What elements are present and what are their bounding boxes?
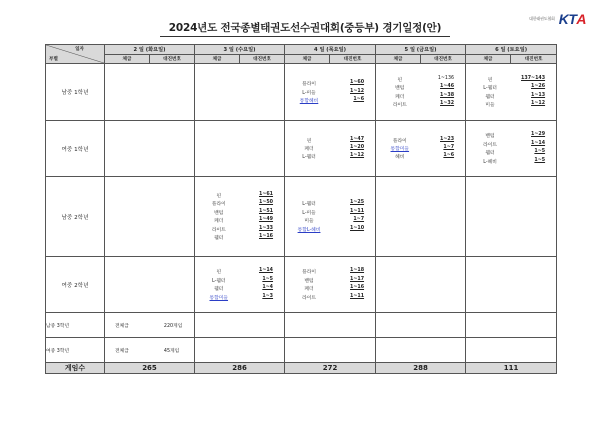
bracket-number: 1~136 [437, 75, 455, 81]
category-cell: 남중 2학년 [46, 177, 105, 257]
bracket-number: 1~5 [262, 276, 274, 282]
bracket-number: 1~7 [443, 145, 455, 150]
weight-class: 밴텀 [395, 86, 405, 92]
day-schedule-cell [285, 121, 376, 177]
weight-class: 핀 [216, 270, 222, 276]
day-schedule-cell [285, 177, 376, 257]
category-cell: 여중 3학년 [46, 338, 105, 363]
bracket-number: 1~25 [350, 200, 365, 206]
day-schedule-cell [376, 257, 466, 313]
day-header-row [46, 45, 557, 55]
sub-header-weight: 체급 [105, 55, 150, 64]
day-schedule-cell [466, 64, 557, 121]
weight-class: 라이트 [392, 103, 407, 109]
weight-class: 통합헤비 [299, 98, 319, 104]
sub-header-weight: 체급 [195, 55, 240, 64]
corner-division-label: 부별 [49, 57, 58, 62]
bracket-number: 1~12 [350, 153, 365, 159]
weight-class: L-웰터 [302, 202, 316, 208]
weight-bracket-list [469, 132, 553, 164]
total-games: 288 [376, 363, 466, 374]
bracket-number: 1~38 [440, 92, 455, 98]
weight-class: 플라이 [302, 82, 316, 88]
day-schedule-cell [285, 64, 376, 121]
schedule-row [46, 64, 557, 121]
day-schedule-cell [376, 121, 466, 177]
empty-cell [466, 338, 557, 363]
empty-cell [466, 313, 557, 338]
bracket-number: 1~11 [350, 293, 365, 299]
day-schedule-cell [195, 64, 285, 121]
day-header: 6 일 (토요일) [466, 45, 557, 55]
bracket-number: 1~50 [258, 200, 274, 206]
sub-header-bracket: 대진번호 [421, 55, 466, 64]
sub-header-row [46, 55, 557, 64]
empty-cell [376, 338, 466, 363]
weight-bracket-list [198, 192, 281, 241]
weight-class: 라이트 [302, 295, 316, 301]
weight-class: 핀 [397, 77, 403, 83]
all-weights-cell [105, 338, 195, 363]
bracket-number: 1~6 [353, 96, 365, 102]
day-schedule-cell [195, 121, 285, 177]
weight-class: 웰터 [214, 235, 224, 241]
weight-class: 플라이 [211, 202, 226, 208]
bracket-number: 1~5 [534, 149, 546, 155]
weight-class: 웰터 [214, 287, 224, 293]
all-weights-row [46, 338, 557, 363]
weight-class: 밴텀 [304, 278, 314, 284]
category-cell: 남중 1학년 [46, 64, 105, 121]
bracket-number: 1~33 [258, 225, 274, 231]
sub-header-weight: 체급 [466, 55, 511, 64]
weight-class: 밴텀 [485, 134, 495, 140]
kta-logo [529, 11, 586, 27]
bracket-number: 1~11 [350, 208, 365, 214]
empty-cell [285, 313, 376, 338]
day-header: 4 일 (목요일) [285, 45, 376, 55]
bracket-number: 1~13 [531, 92, 546, 98]
logo-org-name: 대한태권도협회 [529, 16, 555, 21]
day-header: 5 일 (금요일) [376, 45, 466, 55]
bracket-number: 1~6 [443, 153, 455, 159]
all-weights-label: 전체급 [115, 323, 129, 329]
day-header: 3 일 (수요일) [195, 45, 285, 55]
all-weights-label: 전체급 [115, 348, 129, 354]
bracket-number: 1~61 [258, 192, 274, 198]
weight-class: 페더 [395, 94, 405, 100]
all-weights-cell [105, 313, 195, 338]
day-header: 2 일 (화요일) [105, 45, 195, 55]
day-schedule-cell [376, 177, 466, 257]
weight-bracket-list [379, 76, 462, 108]
logo-mark [559, 11, 586, 27]
bracket-number: 1~14 [531, 140, 546, 146]
weight-class: L-웰터 [483, 86, 497, 92]
logo-mark-main: KT [558, 11, 577, 27]
weight-class: 밴텀 [214, 210, 224, 216]
weight-class: 미들 [304, 219, 314, 225]
weight-class: 핀 [487, 77, 493, 83]
weight-class: L-미들 [302, 210, 316, 216]
bracket-number: 1~46 [440, 84, 455, 90]
sub-header-bracket: 대진번호 [330, 55, 376, 64]
total-games: 286 [195, 363, 285, 374]
logo-mark-accent: A [576, 11, 586, 27]
day-schedule-cell [466, 257, 557, 313]
weight-class: L-미들 [302, 90, 316, 96]
game-count: 45게임 [163, 348, 180, 354]
day-schedule-cell [105, 177, 195, 257]
bracket-number: 1~20 [350, 145, 365, 150]
page-title: 2024년도 전국종별태권도선수권대회(중등부) 경기일정(안) [160, 20, 450, 37]
empty-cell [376, 313, 466, 338]
day-schedule-cell [285, 257, 376, 313]
totals-row [46, 363, 557, 374]
bracket-number: 1~23 [440, 136, 455, 142]
weight-class: L-웰터 [302, 155, 316, 161]
day-schedule-cell [105, 121, 195, 177]
category-cell: 남중 3학년 [46, 313, 105, 338]
day-schedule-cell [466, 177, 557, 257]
weight-class: 통합미들 [209, 295, 229, 301]
day-schedule-cell [195, 177, 285, 257]
bracket-number: 137~143 [521, 75, 546, 81]
bracket-number: 1~60 [350, 80, 365, 86]
day-schedule-cell [376, 64, 466, 121]
weight-class: 핀 [216, 194, 222, 200]
empty-cell [195, 313, 285, 338]
corner-cell [46, 45, 105, 64]
bracket-number: 1~7 [353, 217, 365, 223]
weight-class: L-헤비 [483, 159, 497, 165]
weight-class: 페더 [304, 287, 314, 293]
bracket-number: 1~12 [531, 101, 546, 107]
total-games: 111 [466, 363, 557, 374]
bracket-number: 1~12 [350, 88, 365, 94]
all-weights-row [46, 313, 557, 338]
schedule-body [46, 64, 557, 374]
weight-bracket-list [198, 268, 281, 300]
schedule-row [46, 121, 557, 177]
weight-class: 페더 [214, 219, 224, 225]
category-cell: 여중 2학년 [46, 257, 105, 313]
day-schedule-cell [195, 257, 285, 313]
schedule-row [46, 257, 557, 313]
bracket-number: 1~32 [440, 101, 455, 107]
total-games: 272 [285, 363, 376, 374]
category-cell: 여중 1학년 [46, 121, 105, 177]
weight-class: 페더 [304, 147, 314, 152]
weight-class: 라이트 [483, 142, 498, 148]
weight-bracket-list [288, 80, 372, 104]
empty-cell [195, 338, 285, 363]
weight-class: 미들 [485, 103, 495, 109]
weight-class: 통합L-헤비 [297, 227, 321, 233]
weight-class: 통합미들 [390, 147, 410, 152]
weight-bracket-list [379, 137, 462, 161]
weight-class: 헤비 [395, 155, 405, 161]
bracket-number: 1~26 [531, 84, 546, 90]
sub-header-bracket: 대진번호 [240, 55, 285, 64]
total-games: 265 [105, 363, 195, 374]
bracket-number: 1~5 [534, 157, 546, 163]
bracket-number: 1~18 [350, 268, 365, 274]
bracket-number: 1~16 [350, 285, 365, 291]
bracket-number: 1~4 [262, 285, 274, 291]
corner-date-label: 일자 [75, 47, 84, 52]
bracket-number: 1~3 [262, 293, 274, 299]
sub-header-weight: 체급 [285, 55, 330, 64]
weight-bracket-list [288, 137, 372, 161]
weight-bracket-list [288, 200, 372, 232]
empty-cell [285, 338, 376, 363]
weight-class: 플라이 [392, 138, 407, 144]
bracket-number: 1~49 [258, 217, 274, 223]
bracket-number: 1~17 [350, 276, 365, 282]
bracket-number: 1~10 [350, 225, 365, 231]
schedule-table [45, 44, 557, 374]
weight-bracket-list [469, 76, 553, 108]
day-schedule-cell [105, 257, 195, 313]
day-schedule-cell [466, 121, 557, 177]
bracket-number: 1~51 [258, 208, 274, 214]
weight-bracket-list [288, 268, 372, 300]
weight-class: 웰터 [485, 94, 495, 100]
weight-class: L-웰터 [211, 278, 226, 284]
sub-header-weight: 체급 [376, 55, 421, 64]
weight-class: 웰터 [485, 151, 495, 157]
sub-header-bracket: 대진번호 [511, 55, 557, 64]
schedule-row [46, 177, 557, 257]
game-count: 220게임 [163, 323, 183, 329]
totals-label: 게임수 [46, 363, 105, 374]
bracket-number: 1~16 [258, 233, 274, 239]
sub-header-bracket: 대진번호 [150, 55, 195, 64]
day-schedule-cell [105, 64, 195, 121]
bracket-number: 1~29 [531, 132, 546, 138]
bracket-number: 1~47 [350, 136, 365, 142]
weight-class: 라이트 [211, 227, 226, 233]
weight-class: 플라이 [302, 270, 316, 276]
weight-class: 핀 [306, 138, 312, 144]
bracket-number: 1~14 [258, 268, 274, 274]
